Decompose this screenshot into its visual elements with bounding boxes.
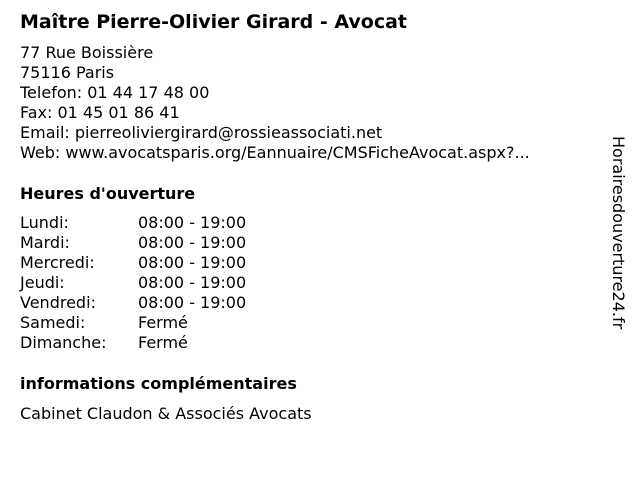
day-label: Lundi: <box>20 213 69 232</box>
day-hours: 08:00 - 19:00 <box>138 233 247 252</box>
site-watermark: Horairesdouverture24.fr <box>609 136 628 330</box>
day-hours: Fermé <box>138 313 188 332</box>
hours-row-friday <box>20 293 246 313</box>
day-hours: 08:00 - 19:00 <box>138 213 247 232</box>
address-street: 77 Rue Boissière <box>20 43 154 62</box>
additional-info-text: Cabinet Claudon & Associés Avocats <box>20 404 312 423</box>
day-label: Vendredi: <box>20 293 96 312</box>
website-link[interactable]: Web: www.avocatsparis.org/Eannuaire/CMSFicheAvocat.aspx?... <box>20 143 530 162</box>
day-label: Jeudi: <box>20 273 65 292</box>
hours-row-wednesday <box>20 253 246 273</box>
day-hours: Fermé <box>138 333 188 352</box>
day-hours: 08:00 - 19:00 <box>138 253 247 272</box>
email-link[interactable]: Email: pierreoliviergirard@rossieassociati.net <box>20 123 383 142</box>
phone-number[interactable]: Telefon: 01 44 17 48 00 <box>20 83 210 102</box>
fax-number: Fax: 01 45 01 86 41 <box>20 103 180 122</box>
hours-row-sunday <box>20 333 246 353</box>
hours-row-thursday <box>20 273 246 293</box>
hours-heading: Heures d'ouverture <box>20 184 196 203</box>
hours-list <box>20 213 246 353</box>
day-label: Samedi: <box>20 313 86 332</box>
day-label: Mardi: <box>20 233 70 252</box>
day-hours: 08:00 - 19:00 <box>138 273 247 292</box>
page-title: Maître Pierre-Olivier Girard - Avocat <box>20 11 407 33</box>
hours-row-monday <box>20 213 246 233</box>
contact-block <box>20 43 530 163</box>
day-label: Mercredi: <box>20 253 95 272</box>
day-label: Dimanche: <box>20 333 107 352</box>
hours-row-saturday <box>20 313 246 333</box>
address-city: 75116 Paris <box>20 63 115 82</box>
day-hours: 08:00 - 19:00 <box>138 293 247 312</box>
additional-info-heading: informations complémentaires <box>20 374 297 393</box>
hours-row-tuesday <box>20 233 246 253</box>
